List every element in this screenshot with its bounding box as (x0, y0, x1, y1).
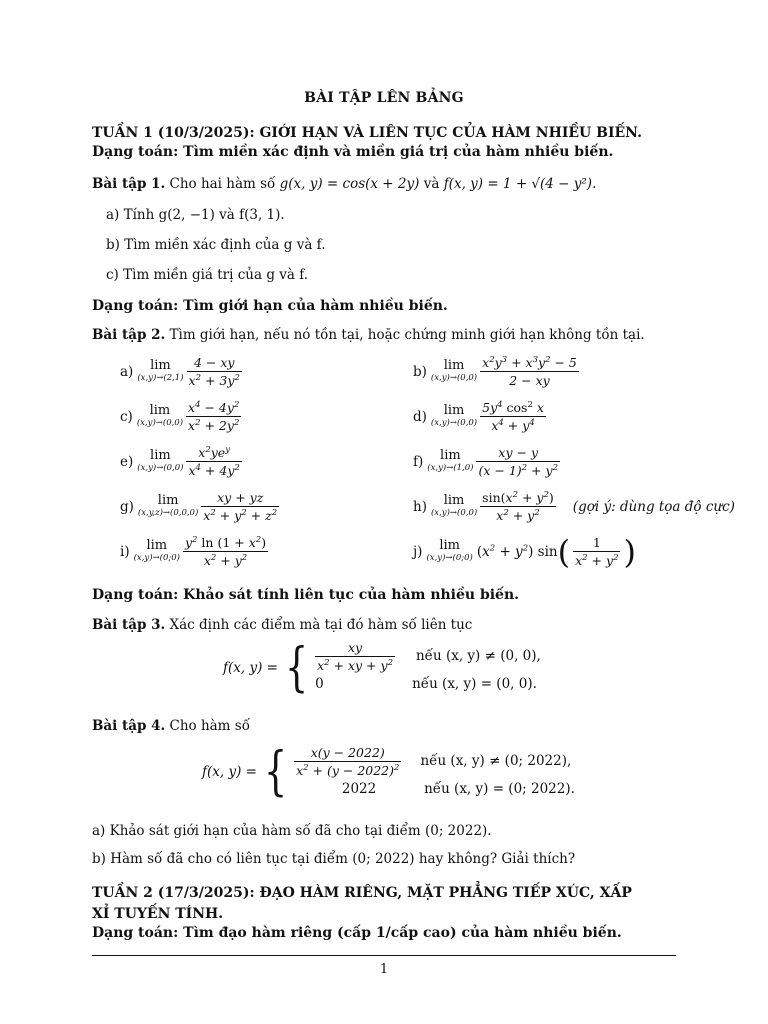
page-number: 1 (379, 962, 389, 977)
exercise-4-label: Bài tập 4. (92, 718, 166, 734)
exercise-4-function: f(x, y) = { $\frac{x(y - 2022)}{x^2 + (y - 2022)^2}$ nếu (x, y) ≠ (0; 2022), 2022 nếu (x, y) = (0; 2022). (202, 742, 575, 802)
exercise-3-condition-2: nếu (x, y) = (0, 0). (412, 676, 537, 692)
exercise-1-f: f(x, y) = 1 + √(4 − y²). (443, 176, 597, 192)
exercise-3-statement (92, 617, 472, 633)
exercise-1-item-b: b) Tìm miền xác định của g và f. (106, 237, 326, 253)
week2-heading-line1: TUẦN 2 (17/3/2025): ĐẠO HÀM RIÊNG, MẶT PHẲNG TIẾP XÚC, XẤP (92, 885, 632, 901)
topic-continuity: Dạng toán: Khảo sát tính liên tục của hàm nhiều biến. (92, 587, 520, 603)
topic-limits: Dạng toán: Tìm giới hạn của hàm nhiều biến. (92, 298, 448, 314)
limit-e: e) lim (x,y)→(0,0) $\frac{x^2ye^y}{x^4 + 4y^2}$ (120, 444, 240, 478)
exercise-1-statement (92, 176, 596, 192)
exercise-1-item-c: c) Tìm miền giá trị của g và f. (106, 267, 309, 283)
topic-domain-range: Dạng toán: Tìm miền xác định và miền giá trị của hàm nhiều biến. (92, 144, 614, 160)
exercise-2-statement (92, 327, 645, 343)
exercise-4-item-b: b) Hàm số đã cho có liên tục tại điểm (0; 2022) hay không? Giải thích? (92, 851, 576, 867)
limit-i: i) lim (x,y)→(0;0) $\frac{y^2 \ln (1 + x^2)}{x^2 + y^2}$ (120, 534, 267, 568)
exercise-3-text: Xác định các điểm mà tại đó hàm số liên tục (169, 617, 473, 633)
week2-heading-line2: XỈ TUYẾN TÍNH. (92, 906, 224, 922)
limit-b: b) lim (x,y)→(0,0) $\frac{x^2y^3 + x^3y^2 - 5}{2 - xy}$ (413, 354, 577, 388)
exercise-3-condition-1: nếu (x, y) ≠ (0, 0), (415, 648, 541, 664)
exercise-4-statement (92, 718, 250, 734)
exercise-2-label: Bài tập 2. (92, 327, 166, 343)
limit-h-hint: (gợi ý: dùng tọa độ cực) (572, 498, 735, 515)
exercise-1-label: Bài tập 1. (92, 176, 166, 192)
exercise-1-and: và (423, 176, 440, 192)
exercise-4-condition-1: nếu (x, y) ≠ (0; 2022), (420, 753, 572, 769)
footer-rule (92, 955, 676, 956)
exercise-1-g: g(x, y) = cos(x + 2y) (279, 176, 420, 192)
exercise-1-text: Cho hai hàm số (169, 176, 276, 192)
limit-f: f) lim (x,y)→(1,0) $\frac{xy - y}{(x - 1)^2 + y^2}$ (413, 445, 558, 478)
exercise-4-item-a: a) Khảo sát giới hạn của hàm số đã cho tại điểm (0; 2022). (92, 823, 492, 839)
exercise-3-function: f(x, y) = { $\frac{xy}{x^2 + xy + y^2}$ nếu (x, y) ≠ (0, 0), 0 nếu (x, y) = (0, 0). (223, 638, 541, 698)
limit-h: h) lim (x,y)→(0,0) $\frac{\sin(x^2 + y^2)}{x^2 + y^2}$ (gợi ý: dùng tọa độ cực) (413, 489, 735, 523)
limit-a: a) lim (x,y)→(2,1) $\frac{4 - xy}{x^2 + 3y^2}$ (120, 355, 240, 388)
limit-j: j) lim (x,y)→(0;0) $(x^2 + y^2)$ sin ( $\frac{1}{x^2 + y^2}$ ) (413, 532, 636, 571)
topic-partial-derivatives: Dạng toán: Tìm đạo hàm riêng (cấp 1/cấp cao) của hàm nhiều biến. (92, 925, 622, 941)
exercise-4-text: Cho hàm số (169, 718, 250, 734)
week1-heading: TUẦN 1 (10/3/2025): GIỚI HẠN VÀ LIÊN TỤC CỦA HÀM NHIỀU BIẾN. (92, 125, 642, 141)
exercise-3-label: Bài tập 3. (92, 617, 166, 633)
limit-g: g) lim (x,y,z)→(0,0,0) $\frac{xy + yz}{x^2 + y^2 + z^2}$ (120, 490, 278, 523)
limit-d: d) lim (x,y)→(0,0) $\frac{5y^4 \cos^2 x}{x^4 + y^4}$ (413, 399, 544, 433)
exercise-1-item-a: a) Tính g(2, −1) và f(3, 1). (106, 207, 285, 223)
page-title: BÀI TẬP LÊN BẢNG (304, 90, 464, 106)
exercise-2-text: Tìm giới hạn, nếu nó tồn tại, hoặc chứng minh giới hạn không tồn tại. (169, 327, 645, 343)
limit-c: c) lim (x,y)→(0,0) $\frac{x^4 - 4y^2}{x^2 + 2y^2}$ (120, 399, 240, 433)
exercise-4-condition-2: nếu (x, y) = (0; 2022). (424, 781, 575, 797)
